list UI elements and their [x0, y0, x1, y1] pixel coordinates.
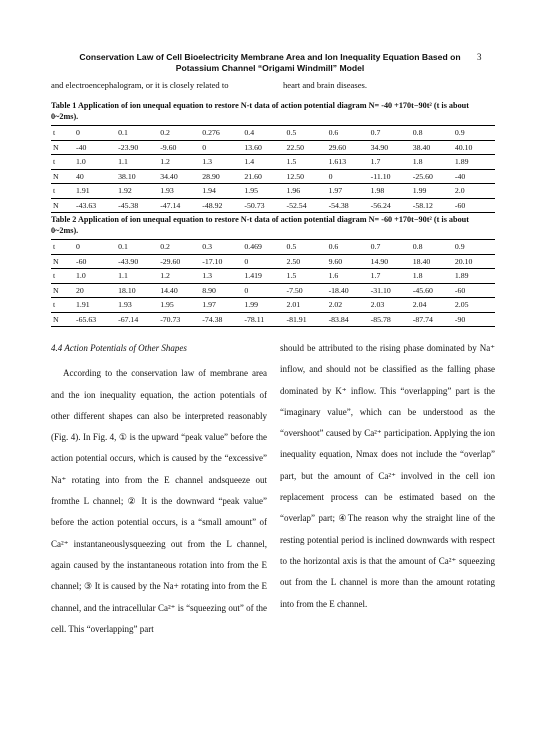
table-cell: 1.0	[74, 269, 116, 284]
table1-caption: Table 1 Application of ion unequal equation to restore N-t data of action potential diagram N= -40 +170t−90t² (t is about 0~2ms).	[51, 101, 469, 121]
table-cell: -11.10	[369, 169, 411, 184]
table-cell: 1.1	[116, 155, 158, 170]
row-header-cell: t	[51, 240, 74, 255]
table1	[51, 125, 495, 213]
table-cell: 1.91	[74, 298, 116, 313]
table-cell: 13.60	[242, 140, 284, 155]
table-cell: -45.60	[411, 283, 453, 298]
table-row	[51, 283, 495, 298]
running-header	[70, 52, 470, 74]
table-cell: -60	[453, 198, 495, 213]
table-cell: 21.60	[242, 169, 284, 184]
table-cell: 38.40	[411, 140, 453, 155]
table-cell: 22.50	[284, 140, 326, 155]
table-cell: 1.96	[284, 184, 326, 199]
table-cell: 0.9	[453, 240, 495, 255]
table-cell: -17.10	[200, 254, 242, 269]
table-cell: 1.99	[242, 298, 284, 313]
table-cell: 1.1	[116, 269, 158, 284]
table-cell: 8.90	[200, 283, 242, 298]
table-cell: 0	[74, 126, 116, 141]
table-cell: 1.95	[158, 298, 200, 313]
table-cell: -40	[453, 169, 495, 184]
intro-right-text: heart and brain diseases.	[283, 80, 367, 90]
table-cell: 1.8	[411, 269, 453, 284]
table-cell: 1.3	[200, 269, 242, 284]
table-cell: -31.10	[369, 283, 411, 298]
table-cell: -85.78	[369, 312, 411, 327]
table-cell: 0.1	[116, 126, 158, 141]
table-cell: 1.99	[411, 184, 453, 199]
table-cell: 29.60	[327, 140, 369, 155]
table-cell: -74.38	[200, 312, 242, 327]
table-cell: 2.02	[327, 298, 369, 313]
table-cell: 40	[74, 169, 116, 184]
row-header-cell: t	[51, 184, 74, 199]
header-title-line1: Conservation Law of Cell Bioelectricity Membrane Area and Ion Inequality Equation Based on	[79, 52, 461, 62]
table-cell: -9.60	[158, 140, 200, 155]
table-cell: 18.40	[411, 254, 453, 269]
table2	[51, 239, 495, 327]
table-cell: 2.0	[453, 184, 495, 199]
table-cell: -40	[74, 140, 116, 155]
table-cell: -81.91	[284, 312, 326, 327]
table-row	[51, 269, 495, 284]
row-header-cell: N	[51, 198, 74, 213]
table-cell: 2.50	[284, 254, 326, 269]
table-cell: 1.7	[369, 155, 411, 170]
table-row	[51, 198, 495, 213]
body-column-right	[280, 338, 495, 615]
table-cell: -56.24	[369, 198, 411, 213]
row-header-cell: t	[51, 269, 74, 284]
table-cell: 1.89	[453, 269, 495, 284]
table-cell: -67.14	[116, 312, 158, 327]
table-row	[51, 298, 495, 313]
table-cell: 1.4	[242, 155, 284, 170]
table-cell: 0.6	[327, 240, 369, 255]
header-title-line2: Potassium Channel “Origami Windmill” Model	[175, 63, 365, 73]
table-cell: 0	[242, 254, 284, 269]
table-row	[51, 240, 495, 255]
table-cell: 2.03	[369, 298, 411, 313]
table-cell: 1.0	[74, 155, 116, 170]
table-cell: 0.4	[242, 126, 284, 141]
table-row	[51, 140, 495, 155]
table-cell: 1.8	[411, 155, 453, 170]
row-header-cell: N	[51, 140, 74, 155]
table-cell: 20	[74, 283, 116, 298]
table-cell: -65.63	[74, 312, 116, 327]
table-cell: 0.7	[369, 240, 411, 255]
table-cell: -83.84	[327, 312, 369, 327]
table-cell: -48.92	[200, 198, 242, 213]
table-cell: 18.10	[116, 283, 158, 298]
table-cell: 0	[200, 140, 242, 155]
row-header-cell: N	[51, 283, 74, 298]
table-cell: -18.40	[327, 283, 369, 298]
table-cell: 28.90	[200, 169, 242, 184]
table-cell: -43.63	[74, 198, 116, 213]
table-cell: 1.7	[369, 269, 411, 284]
row-header-cell: N	[51, 169, 74, 184]
table-cell: 0.5	[284, 240, 326, 255]
table-cell: 0	[74, 240, 116, 255]
table-cell: 0.2	[158, 126, 200, 141]
table-cell: 0	[327, 169, 369, 184]
table-cell: 1.97	[200, 298, 242, 313]
table-cell: 1.92	[116, 184, 158, 199]
table-cell: 0.7	[369, 126, 411, 141]
row-header-cell: N	[51, 312, 74, 327]
table-cell: 1.2	[158, 155, 200, 170]
table-cell: -47.14	[158, 198, 200, 213]
table-cell: 1.6	[327, 269, 369, 284]
table-cell: 0.5	[284, 126, 326, 141]
row-header-cell: t	[51, 126, 74, 141]
table-cell: 1.93	[158, 184, 200, 199]
table-cell: -70.73	[158, 312, 200, 327]
table-cell: -43.90	[116, 254, 158, 269]
table-cell: -45.38	[116, 198, 158, 213]
table-cell: 0.8	[411, 240, 453, 255]
table-cell: 1.94	[200, 184, 242, 199]
table-cell: 1.613	[327, 155, 369, 170]
table-cell: -52.54	[284, 198, 326, 213]
table-cell: 1.89	[453, 155, 495, 170]
table-cell: -54.38	[327, 198, 369, 213]
table-cell: 0.1	[116, 240, 158, 255]
table2-caption: Table 2 Application of ion unequal equation to restore N-t data of action potential diagram N= -60 +170t−90t² (t is about 0~2ms).	[51, 215, 469, 235]
table-cell: -78.11	[242, 312, 284, 327]
body-column-left	[51, 338, 267, 640]
table-cell: -60	[74, 254, 116, 269]
table-cell: 2.05	[453, 298, 495, 313]
table-cell: 0	[242, 283, 284, 298]
table-cell: 12.50	[284, 169, 326, 184]
table-cell: 20.10	[453, 254, 495, 269]
table-cell: 2.04	[411, 298, 453, 313]
table-cell: -90	[453, 312, 495, 327]
body-paragraph-right: should be attributed to the rising phase dominated by Na⁺ inflow, and should not be classified as the falling phase dominated by K⁺ inflow. This “overlapping” part is the “imaginary value”, which can be understood as the “overshoot” caused by Ca²⁺ participation. Applying the ion inequality equation, Nmax does not include the “overlap” part, but the amount of Ca²⁺ involved in the cell ion replacement process can be estimated based on the “overlap” part; ④The reason why the straight line of the resting potential period is inclined downwards with respect to the horizontal axis is that the amount of Ca²⁺ squeezing out from the L channel is more than the amount rotating into from the E channel.	[280, 343, 495, 609]
table-cell: 1.91	[74, 184, 116, 199]
table-cell: 1.93	[116, 298, 158, 313]
table-cell: 2.01	[284, 298, 326, 313]
body-paragraph-left: According to the conservation law of membrane area and the ion inequality equation, the action potentials of other different shapes can also be interpreted reasonably (Fig. 4). In Fig. 4, ① is the upward “peak value” before the action potential occurs, which is caused by the “excessive” Na⁺ rotating into from the E channel andsqueeze out fromthe L channel; ② It is the downward “peak value” before the action potential occurs, is a “small amount” of Ca²⁺ instantaneouslysqueezing out from the L channel, again caused by the instantaneous rotation into from the E channel; ③ It is caused by the Na+ rotating into from the E channel, and the intracellular Ca²⁺ is “squeezing out” of the cell. This “overlapping” part	[51, 368, 267, 634]
table-cell: -87.74	[411, 312, 453, 327]
row-header-cell: N	[51, 254, 74, 269]
table-row	[51, 254, 495, 269]
table-row	[51, 126, 495, 141]
table-cell: -7.50	[284, 283, 326, 298]
table-cell: 1.98	[369, 184, 411, 199]
table-cell: 40.10	[453, 140, 495, 155]
table-cell: 0.469	[242, 240, 284, 255]
table-cell: 1.419	[242, 269, 284, 284]
table-cell: 38.10	[116, 169, 158, 184]
row-header-cell: t	[51, 155, 74, 170]
table-cell: -60	[453, 283, 495, 298]
table-cell: 0.6	[327, 126, 369, 141]
table-cell: 1.95	[242, 184, 284, 199]
section-heading: 4.4 Action Potentials of Other Shapes	[51, 343, 187, 353]
table-cell: 34.40	[158, 169, 200, 184]
table-cell: 1.5	[284, 269, 326, 284]
table-cell: 9.60	[327, 254, 369, 269]
table-cell: 0.9	[453, 126, 495, 141]
intro-left-text: and electroencephalogram, or it is closely related to	[51, 80, 229, 90]
table-cell: -50.73	[242, 198, 284, 213]
table-row	[51, 169, 495, 184]
table-cell: 1.3	[200, 155, 242, 170]
page-number: 3	[477, 52, 482, 62]
table-cell: 1.5	[284, 155, 326, 170]
table-cell: 0.2	[158, 240, 200, 255]
table-cell: -23.90	[116, 140, 158, 155]
table-cell: -25.60	[411, 169, 453, 184]
table-cell: 0.276	[200, 126, 242, 141]
table-cell: 1.97	[327, 184, 369, 199]
table-cell: -29.60	[158, 254, 200, 269]
table-row	[51, 184, 495, 199]
table-cell: -58.12	[411, 198, 453, 213]
row-header-cell: t	[51, 298, 74, 313]
table-row	[51, 155, 495, 170]
table-cell: 0.3	[200, 240, 242, 255]
table-cell: 14.90	[369, 254, 411, 269]
table-cell: 0.8	[411, 126, 453, 141]
table-cell: 34.90	[369, 140, 411, 155]
table-row	[51, 312, 495, 327]
table-cell: 1.2	[158, 269, 200, 284]
table-cell: 14.40	[158, 283, 200, 298]
